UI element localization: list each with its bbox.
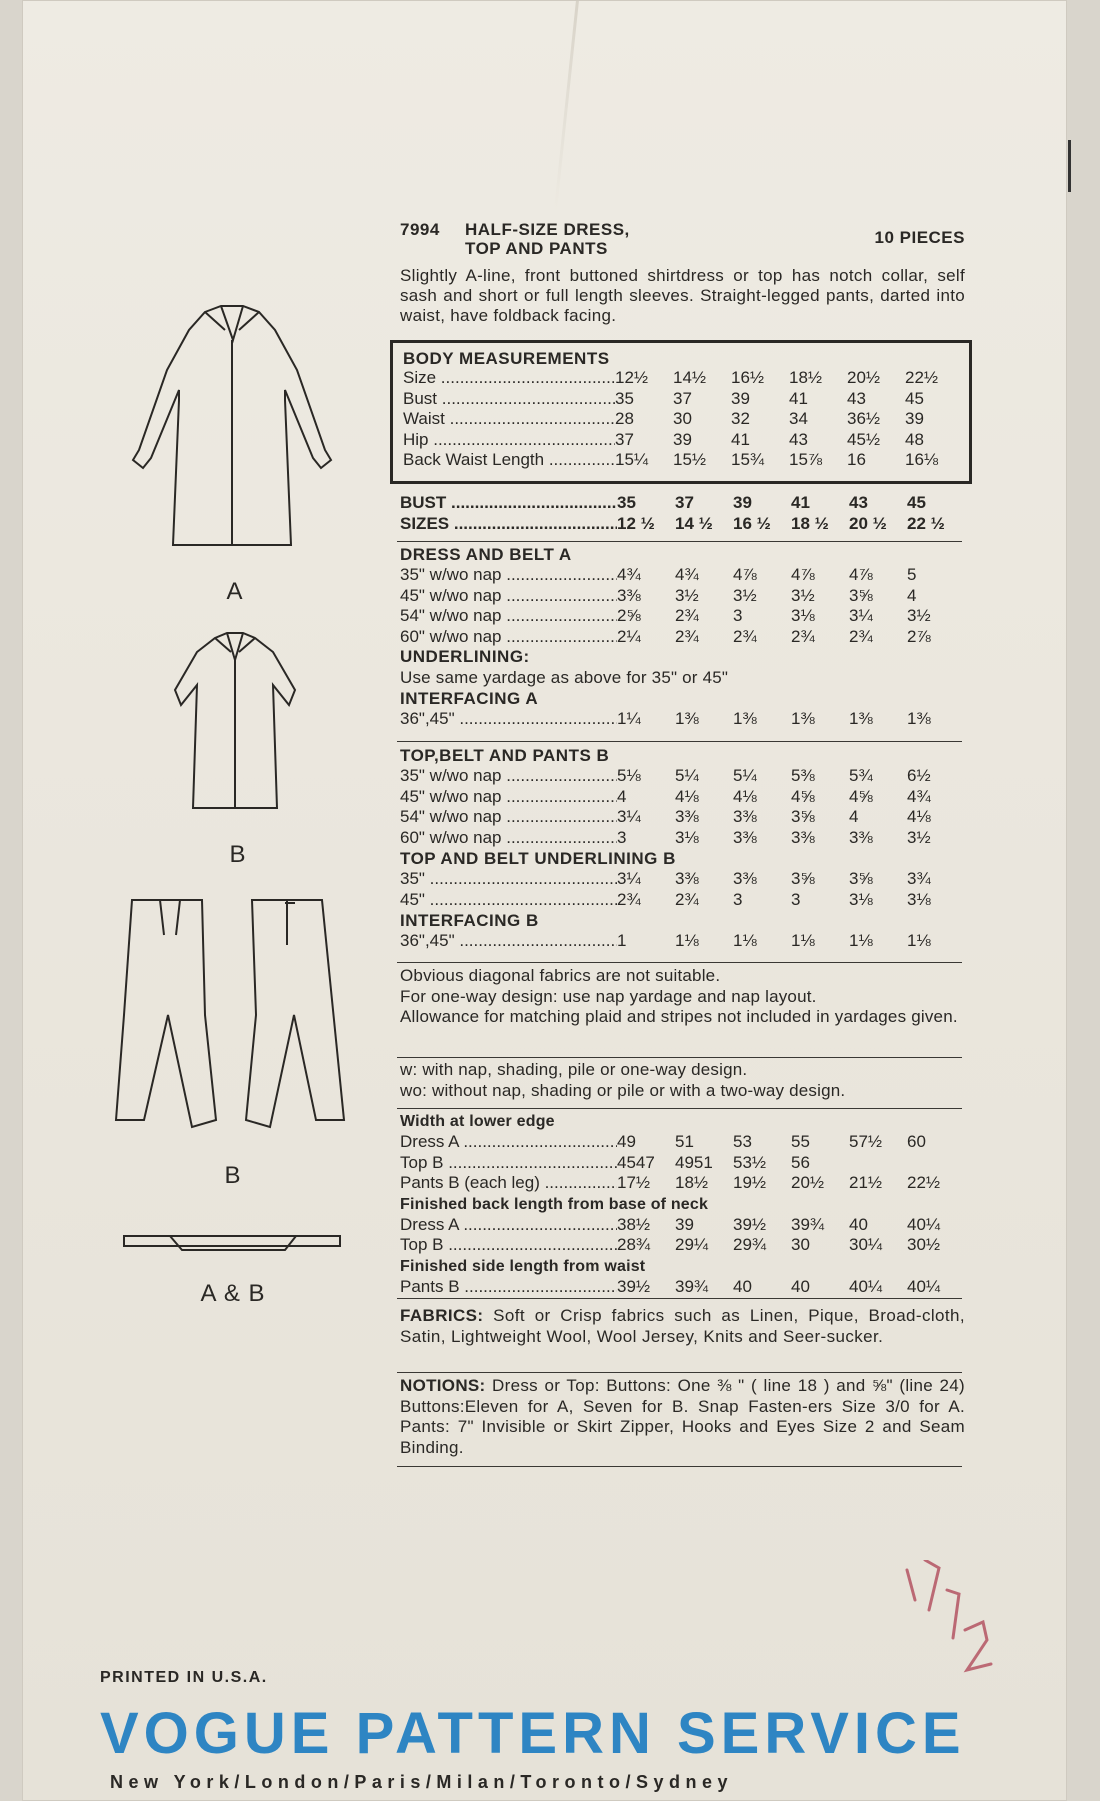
row-value: 39 (731, 388, 750, 408)
figure-label-b-pants: B (224, 1162, 242, 1189)
divider (397, 541, 962, 542)
row-label: 54" w/wo nap ..... (400, 606, 617, 627)
row-label: Pants B ..... (400, 1277, 617, 1298)
table-row (400, 514, 965, 535)
divider (397, 1372, 962, 1373)
row-value: 51 (675, 1132, 694, 1151)
row-value: 56 (791, 1152, 810, 1172)
row-value: 4¾ (617, 565, 641, 584)
row-value: 6½ (907, 766, 931, 785)
note-line: For one-way design: use nap yardage and nap layout. (400, 986, 817, 1006)
row-label: Top B ..... (400, 1235, 617, 1256)
row-value: 16½ (731, 368, 765, 387)
w-definition: w: with nap, shading, pile or one-way design. (400, 1060, 748, 1079)
table-row (400, 1235, 965, 1256)
divider (397, 1108, 962, 1109)
row-value: 2⅝ (617, 606, 641, 625)
row-value: 3¼ (617, 869, 641, 888)
row-value: 3⅜ (675, 807, 699, 826)
divider (397, 1298, 962, 1299)
row-value: 4 (849, 807, 859, 826)
notes-section (400, 966, 965, 1028)
figure-label-ab: A & B (200, 1280, 266, 1307)
fabrics-text: Soft or Crisp fabrics such as Linen, Pique, Broad-cloth, Satin, Lightweight Wool, Wool Jersey, Knits and Seer-sucker. (400, 1306, 965, 1346)
row-value: 15¾ (731, 450, 765, 469)
row-value: 28 (615, 409, 634, 428)
table-row (400, 1153, 965, 1174)
divider (397, 1466, 962, 1467)
row-value: 48 (905, 429, 924, 449)
row-label: Hip ..... (403, 430, 615, 451)
row-value: 40¼ (907, 1276, 941, 1296)
table-row (400, 586, 965, 607)
row-label: Back Waist Length ..... (403, 450, 615, 471)
row-value: 43 (789, 429, 808, 449)
figure-label-a: A (226, 578, 244, 605)
row-value: 53 (733, 1132, 752, 1151)
table-row (400, 931, 965, 952)
row-value: 1⅜ (791, 709, 815, 728)
row-value: 21½ (849, 1173, 883, 1192)
row-value: 37 (615, 429, 634, 449)
row-label: 60" w/wo nap ..... (400, 627, 617, 648)
fabrics-section (400, 1306, 965, 1347)
row-value: 37 (673, 388, 692, 408)
row-value: 4¾ (907, 786, 931, 806)
row-value: 39 (673, 429, 692, 449)
bust-sizes-section (400, 493, 965, 534)
row-value: 12 ½ (617, 513, 655, 533)
fabrics-label: FABRICS: (400, 1306, 484, 1325)
body-measurements-box (390, 340, 972, 484)
row-value: 20½ (847, 368, 881, 387)
table-row (400, 627, 965, 648)
table-row (400, 869, 965, 890)
divider (397, 962, 962, 963)
row-value: 5¼ (675, 766, 699, 785)
row-value: 30 (673, 409, 692, 428)
pattern-title-line1: HALF-SIZE DRESS, (465, 220, 630, 239)
table-row (400, 606, 965, 627)
row-value: 39¾ (791, 1214, 825, 1234)
row-label: Waist ..... (403, 409, 615, 430)
top-b-drawing (165, 630, 305, 815)
row-value: 2¾ (791, 626, 815, 646)
row-value: 38½ (617, 1214, 651, 1234)
pattern-number: 7994 (400, 220, 440, 239)
row-value: 39½ (617, 1276, 651, 1296)
wo-definition: wo: without nap, shading or pile or with a two-way design. (400, 1080, 846, 1100)
row-label: 36",45" ..... (400, 931, 617, 952)
pattern-header (400, 220, 965, 258)
row-value: 3⅝ (849, 585, 873, 605)
interfacing-a-title: INTERFACING A (400, 689, 539, 708)
row-value: 4⅛ (733, 786, 757, 806)
row-value: 2⅞ (907, 626, 931, 646)
row-value: 19½ (733, 1173, 767, 1192)
table-row (400, 1277, 965, 1298)
row-value: 39¾ (675, 1276, 709, 1296)
back-length-title: Finished back length from base of neck (400, 1195, 709, 1213)
table-row (400, 1132, 965, 1153)
table-row (400, 1215, 965, 1236)
row-value: 3⅜ (617, 585, 641, 605)
row-value: 3⅜ (733, 827, 757, 847)
row-value: 18 ½ (791, 513, 829, 533)
row-value: 4⅞ (733, 565, 757, 584)
notions-section (400, 1376, 965, 1458)
row-value: 30½ (907, 1235, 941, 1254)
row-value: 3⅝ (791, 869, 815, 888)
row-value: 3 (617, 827, 627, 847)
table-row (400, 1173, 965, 1194)
row-value: 32 (731, 409, 750, 428)
row-value: 57½ (849, 1132, 883, 1151)
row-value: 30 (791, 1235, 810, 1254)
row-value: 3⅜ (675, 869, 699, 888)
row-label: Dress A ..... (400, 1132, 617, 1153)
row-value: 3½ (907, 827, 931, 847)
row-value: 4⅝ (849, 786, 873, 806)
row-value: 3⅛ (675, 827, 699, 847)
row-value: 3⅛ (907, 889, 931, 909)
row-value: 30¼ (849, 1235, 883, 1254)
row-value: 3⅛ (791, 606, 815, 625)
row-value: 28¾ (617, 1235, 651, 1254)
body-measurements-rows (403, 368, 969, 471)
underlining-b-title: TOP AND BELT UNDERLINING B (400, 849, 676, 868)
row-value: 1⅛ (907, 931, 931, 950)
row-value: 20 ½ (849, 513, 887, 533)
row-value: 3½ (675, 585, 699, 605)
pants-b-drawing (110, 895, 360, 1135)
row-value: 3⅝ (849, 869, 873, 888)
row-label: 45" ..... (400, 890, 617, 911)
row-label: 54" w/wo nap ..... (400, 807, 617, 828)
row-label: 36",45" ..... (400, 709, 617, 730)
row-value: 2¾ (733, 626, 757, 646)
row-value: 3⅜ (791, 827, 815, 847)
row-value: 14½ (673, 368, 707, 387)
row-value: 4¾ (675, 565, 699, 584)
row-label: 35" ..... (400, 869, 617, 890)
row-label: Dress A ..... (400, 1215, 617, 1236)
row-value: 49 (617, 1132, 636, 1151)
row-value: 2¾ (675, 889, 699, 909)
row-value: 16 (847, 450, 866, 469)
table-row (403, 430, 969, 451)
row-value: 41 (731, 429, 750, 449)
row-value: 39 (905, 409, 924, 428)
row-label: BUST ..... (400, 493, 617, 514)
row-value: 36½ (847, 409, 881, 428)
row-value: 39½ (733, 1214, 767, 1234)
row-value: 4 (907, 585, 917, 605)
table-row (400, 828, 965, 849)
row-value: 5¼ (733, 766, 757, 785)
row-value: 3⅜ (733, 869, 757, 888)
printed-in-usa: PRINTED IN U.S.A. (100, 1669, 268, 1686)
row-value: 45 (907, 493, 926, 512)
underlining-note: Use same yardage as above for 35" or 45" (400, 667, 729, 687)
row-value: 4⅞ (791, 565, 815, 584)
row-value: 1⅜ (675, 709, 699, 728)
row-value: 3⅝ (791, 807, 815, 826)
notions-label: NOTIONS: (400, 1376, 486, 1395)
row-value: 2¼ (617, 626, 641, 646)
table-row (403, 389, 969, 410)
row-value: 4⅛ (675, 786, 699, 806)
row-value: 3¾ (907, 869, 931, 888)
row-value: 3⅜ (849, 827, 873, 847)
dress-a-drawing (125, 300, 340, 550)
row-value: 20½ (791, 1173, 825, 1192)
row-label: 45" w/wo nap ..... (400, 787, 617, 808)
row-label: 45" w/wo nap ..... (400, 586, 617, 607)
row-value: 15½ (673, 450, 707, 469)
row-value: 45 (905, 388, 924, 408)
notions-text: Dress or Top: Buttons: One ⅜ " ( line 18 ) and ⅝" (line 24) Buttons:Eleven for A, Seven for B. Snap Fasten-ers Size 3/0 for A. Pants: 7" Invisible or Skirt Zipper, Hooks and Eyes Size 2 and Seam Binding. (400, 1376, 965, 1457)
row-value: 1¼ (617, 709, 641, 728)
row-value: 3⅛ (849, 889, 873, 909)
table-row (400, 890, 965, 911)
row-value: 17½ (617, 1173, 651, 1192)
row-value: 4⅞ (849, 565, 873, 584)
row-value: 34 (789, 409, 808, 428)
row-value: 29¾ (733, 1235, 767, 1254)
row-value: 3 (791, 889, 801, 909)
row-value: 22½ (905, 368, 939, 387)
table-row (400, 807, 965, 828)
dress-belt-a-section (400, 544, 965, 730)
row-value: 16 ½ (733, 513, 771, 533)
row-value: 5⅜ (791, 766, 815, 785)
table-row (403, 450, 969, 471)
row-value: 45½ (847, 429, 881, 449)
pattern-description: Slightly A-line, front buttoned shirtdress or top has notch collar, self sash and short or full length sleeves. Straight-legged pants, darted into waist, have foldback facing. (400, 266, 965, 325)
row-value: 40 (733, 1276, 752, 1296)
row-label: 35" w/wo nap ..... (400, 565, 617, 586)
note-line: Allowance for matching plaid and stripes not included in yardages given. (400, 1007, 958, 1026)
widths-section (400, 1111, 965, 1297)
row-value: 18½ (789, 368, 823, 387)
row-value: 43 (847, 388, 866, 408)
interfacing-b-title: INTERFACING B (400, 911, 539, 930)
table-row (403, 368, 969, 389)
side-length-title: Finished side length from waist (400, 1257, 646, 1275)
row-value: 3½ (791, 585, 815, 605)
row-label: Top B ..... (400, 1153, 617, 1174)
row-value: 1⅛ (849, 931, 873, 950)
row-value: 1⅛ (733, 931, 757, 950)
row-value: 40 (791, 1276, 810, 1296)
row-value: 2¾ (617, 889, 641, 909)
row-value: 15⅞ (789, 450, 823, 469)
row-value: 1⅜ (907, 709, 931, 728)
row-value: 40¼ (849, 1276, 883, 1296)
row-value: 1⅜ (849, 709, 873, 728)
table-row (400, 493, 965, 514)
row-value: 3 (733, 606, 743, 625)
nap-definitions (400, 1060, 965, 1101)
row-value: 4⅝ (791, 786, 815, 806)
row-value: 3½ (733, 585, 757, 605)
row-value: 14 ½ (675, 513, 713, 533)
row-value: 4⅛ (907, 807, 931, 826)
row-label: Size ..... (403, 368, 615, 389)
pieces-count: 10 PIECES (874, 228, 965, 247)
row-value: 4951 (675, 1152, 713, 1172)
edge-mark (1068, 140, 1071, 192)
row-value: 15¼ (615, 450, 649, 469)
underlining-title: UNDERLINING: (400, 647, 530, 666)
row-value: 3 (733, 889, 743, 909)
row-value: 1⅛ (791, 931, 815, 950)
table-row (400, 787, 965, 808)
row-value: 3½ (907, 606, 931, 625)
row-value: 5 (907, 565, 917, 584)
row-label: Bust ..... (403, 389, 615, 410)
width-title: Width at lower edge (400, 1113, 555, 1130)
row-value: 39 (733, 493, 752, 512)
row-value: 40 (849, 1214, 868, 1234)
row-value: 35 (615, 388, 634, 408)
body-measurements-title: BODY MEASUREMENTS (403, 349, 610, 368)
divider (397, 1057, 962, 1058)
row-value: 4547 (617, 1152, 655, 1172)
table-row (400, 709, 965, 730)
row-value: 60 (907, 1132, 926, 1151)
row-value: 2¾ (849, 626, 873, 646)
row-value: 53½ (733, 1152, 767, 1172)
row-value: 3¼ (617, 807, 641, 826)
cities-line: New York/London/Paris/Milan/Toronto/Sydney (110, 1772, 734, 1792)
divider (397, 741, 962, 742)
row-label: 60" w/wo nap ..... (400, 828, 617, 849)
row-value: 29¼ (675, 1235, 709, 1254)
row-value: 22½ (907, 1173, 941, 1192)
table-row (400, 766, 965, 787)
vogue-pattern-service-logo: VOGUE PATTERN SERVICE (100, 1701, 966, 1766)
row-value: 18½ (675, 1173, 709, 1192)
row-label: 35" w/wo nap ..... (400, 766, 617, 787)
pattern-title-line2: TOP AND PANTS (465, 239, 608, 258)
table-row (400, 565, 965, 586)
row-value: 1⅜ (733, 709, 757, 728)
row-value: 12½ (615, 368, 649, 387)
row-value: 39 (675, 1214, 694, 1234)
row-label: Pants B (each leg) ..... (400, 1173, 617, 1194)
top-belt-pants-b-section (400, 745, 965, 952)
row-value: 3⅜ (733, 807, 757, 826)
note-line: Obvious diagonal fabrics are not suitable. (400, 966, 721, 985)
row-value: 5⅛ (617, 766, 641, 785)
table-row (403, 409, 969, 430)
row-value: 41 (789, 388, 808, 408)
row-value: 40¼ (907, 1214, 941, 1234)
row-value: 16⅛ (905, 450, 939, 469)
row-value: 22 ½ (907, 513, 945, 533)
row-value: 43 (849, 493, 868, 512)
row-value: 2¾ (675, 606, 699, 625)
row-value: 1⅛ (675, 931, 699, 950)
row-value: 3¼ (849, 606, 873, 625)
row-value: 55 (791, 1132, 810, 1151)
handwritten-number (895, 1560, 1005, 1710)
row-value: 35 (617, 493, 636, 512)
belt-drawing (120, 1228, 345, 1258)
figure-label-b-top: B (229, 841, 247, 868)
top-belt-pants-b-title: TOP,BELT AND PANTS B (400, 746, 610, 765)
row-value: 37 (675, 493, 694, 512)
dress-belt-a-title: DRESS AND BELT A (400, 545, 572, 564)
row-value: 2¾ (675, 626, 699, 646)
row-value: 1 (617, 931, 627, 950)
row-value: 5¾ (849, 766, 873, 785)
row-label: SIZES ..... (400, 514, 617, 535)
row-value: 41 (791, 493, 810, 512)
row-value: 4 (617, 786, 627, 806)
